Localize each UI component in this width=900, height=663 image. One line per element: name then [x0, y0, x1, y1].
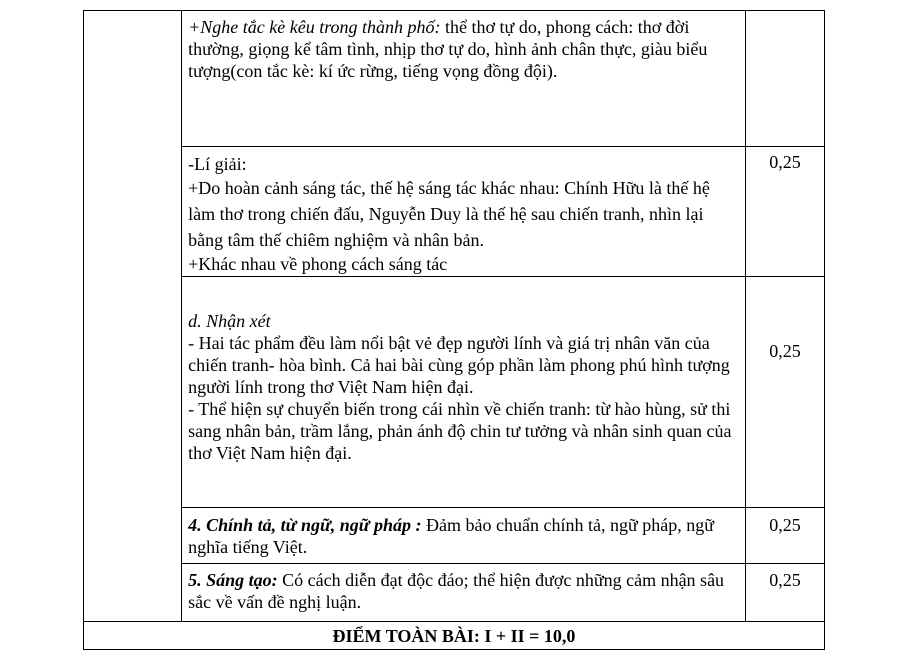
table-row	[84, 147, 825, 277]
content-cell	[182, 508, 746, 564]
total-row	[84, 622, 825, 650]
score-cell: 0,25	[745, 277, 824, 508]
criterion-text: Có cách diễn đạt độc đáo; thể hiện được những cảm nhận sâu sắc về vấn đề nghị luận.	[188, 570, 725, 612]
explanation-text: +Do hoàn cảnh sáng tác, thế hệ sáng tác khác nhau: Chính Hữu là thế hệ làm thơ trong chiến đấu, Nguyễn Duy là thế hệ sau chiến tranh, nhìn lại bằng tâm thế chiêm nghiệm và nhân bản.	[188, 178, 710, 250]
explanation-text: +Khác nhau về phong cách sáng tác	[188, 254, 448, 274]
total-score: ĐIỂM TOÀN BÀI: I + II = 10,0	[84, 622, 825, 650]
comment-text: - Hai tác phẩm đều làm nổi bật vẻ đẹp người lính và giá trị nhân văn của chiến tranh- hòa bình. Cả hai bài cùng góp phần làm phong phú hình tượng người lính trong thơ Việt Nam hiện đại.	[188, 333, 730, 397]
poem-title: +Nghe tắc kè kêu trong thành phố:	[188, 17, 441, 37]
comment-text: - Thể hiện sự chuyển biến trong cái nhìn về chiến tranh: từ hào hùng, sử thi sang nhân bản, trầm lắng, phản ánh độ chin tư tưởng và nhân sinh quan của thơ Việt Nam hiện đại.	[188, 399, 732, 463]
analysis-text: thể thơ tự do, phong cách: thơ đời thường, giọng kể tâm tình, nhịp thơ tự do, hình ảnh chân thực, giàu biểu tượng(con tắc kè: kí ức rừng, tiếng vọng đồng đội).	[188, 17, 708, 81]
score-cell: 0,25	[745, 508, 824, 564]
table-row	[84, 564, 825, 622]
content-cell	[182, 277, 746, 508]
criterion-text: Đảm bảo chuẩn chính tả, ngữ pháp, ngữ nghĩa tiếng Việt.	[188, 515, 714, 557]
score-cell	[745, 11, 824, 147]
criterion-title: 5. Sáng tạo:	[188, 570, 278, 590]
score-cell: 0,25	[745, 147, 824, 277]
content-cell	[182, 147, 746, 277]
grading-table	[83, 10, 825, 650]
content-cell	[182, 564, 746, 622]
explanation-heading: -Lí giải:	[188, 154, 247, 174]
content-cell	[182, 11, 746, 147]
table-row	[84, 11, 825, 147]
score-cell: 0,25	[745, 564, 824, 622]
table-row	[84, 508, 825, 564]
section-heading: d. Nhận xét	[188, 311, 271, 331]
blank-cell	[84, 11, 182, 622]
table-row	[84, 277, 825, 508]
criterion-title: 4. Chính tả, từ ngữ, ngữ pháp :	[188, 515, 422, 535]
